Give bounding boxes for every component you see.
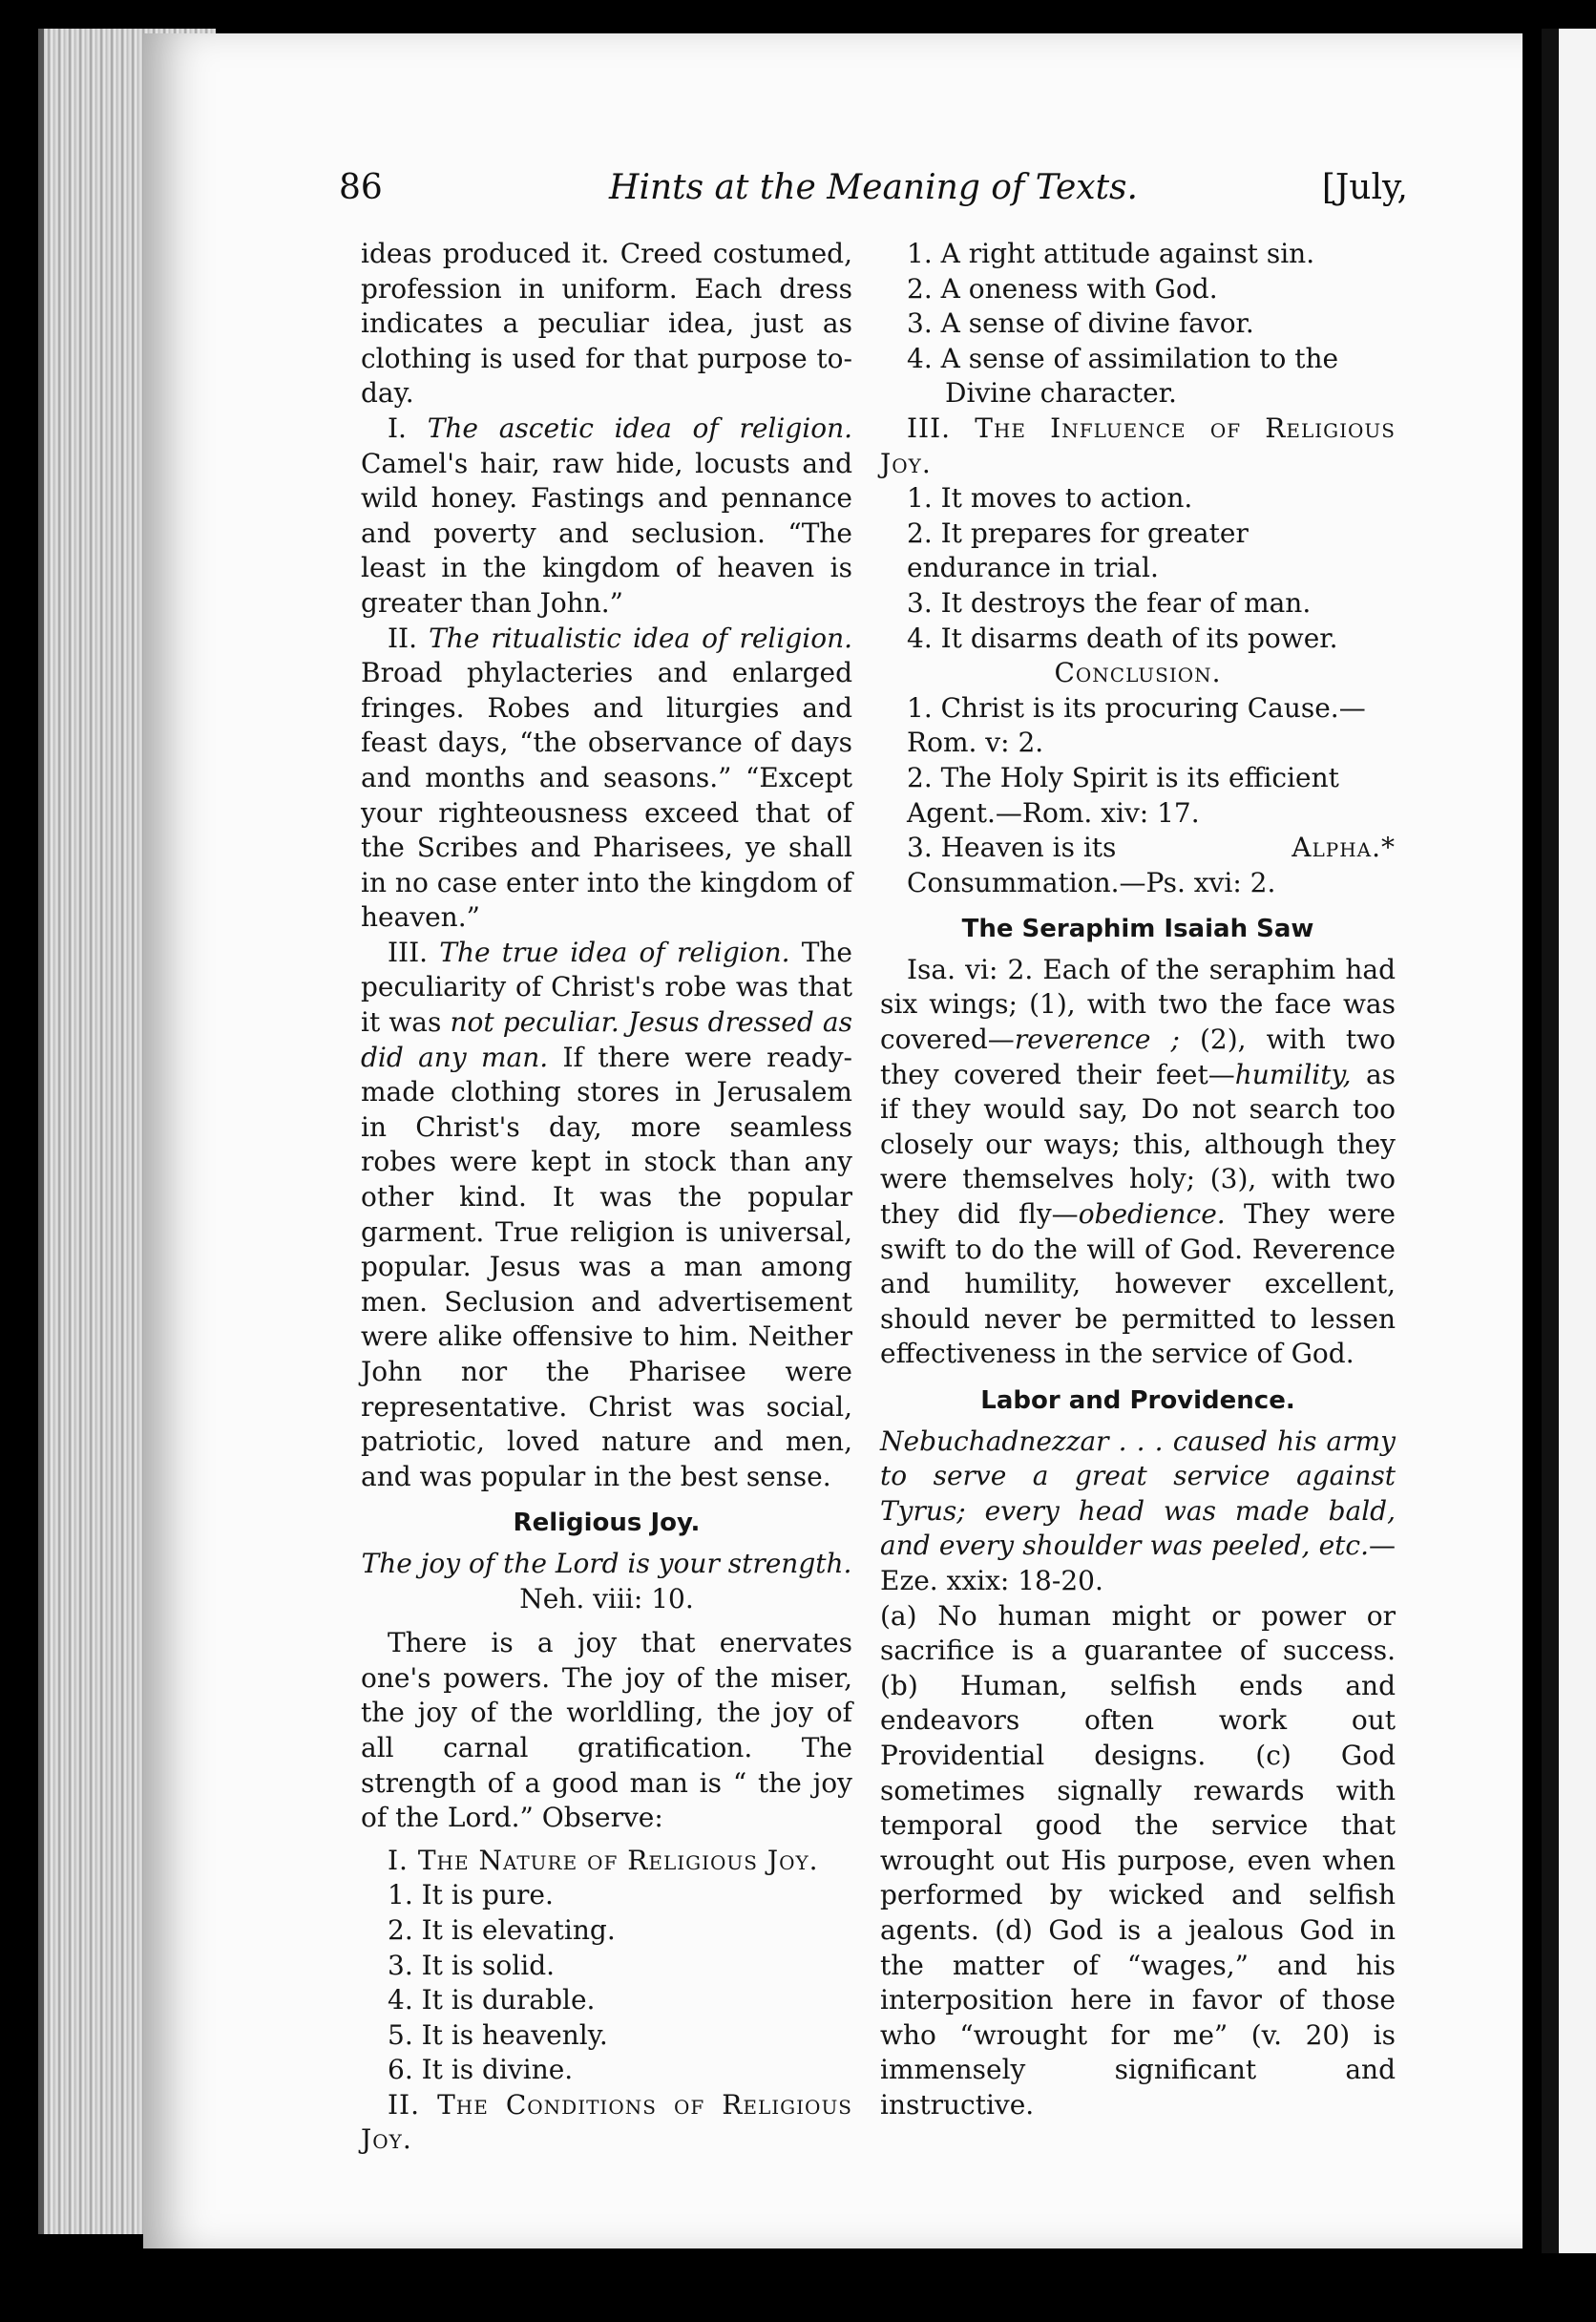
true-idea-text-d: If there were ready-made clothing stores in Jerusalem in Christ's day, more seamless robes were kept in stock than any other kind. It was the popular garment. True religion is universal, popular. Jesus was a man among men. Seclusion and advertisement were alike offensive to him. Neither John nor the Pharisee were representative. Christ was social, patriotic, loved nature and men, and was popular in the best sense. (361, 1041, 853, 1492)
list-item: 4. It is durable. (388, 1984, 596, 2016)
seraphim-text-g: They were swift to do the will of God. Reverence and humility, however excellent, should never be permitted to lessen effectiveness in the service of God. (880, 1198, 1396, 1370)
list-item: 2. It is elevating. (388, 1913, 616, 1946)
list-item: 4. It disarms death of its power. (907, 622, 1338, 654)
emphasis-obedience: obedience. (1078, 1198, 1226, 1231)
list-item: 3. A sense of divine favor. (907, 307, 1254, 340)
list-item: 2. It prepares for greater endurance in trial. (907, 517, 1249, 584)
religious-joy-heading: Religious Joy. (513, 1509, 701, 1538)
conditions-list (880, 237, 1396, 412)
ascetic-paragraph (361, 412, 852, 622)
list-item: 3. It is solid. (388, 1949, 556, 1981)
conclusion-list (880, 691, 1396, 901)
labor-heading: Labor and Providence. (980, 1386, 1295, 1415)
list-item: 1. It moves to action. (907, 482, 1193, 515)
joy-epigraph: The joy of the Lord is your strength. (361, 1547, 852, 1579)
nature-list (361, 1878, 852, 2088)
numeral: III. (388, 936, 429, 968)
list-item: 3. Heaven is its Consummation.—Ps. xvi: 2. (907, 832, 1276, 898)
true-idea-title: The true idea of religion. (439, 936, 790, 968)
emphasis-reverence: reverence ; (1014, 1024, 1180, 1056)
conditions-heading: II. The Conditions of Religious Joy. (361, 2088, 852, 2156)
true-idea-paragraph (361, 936, 852, 1495)
true-idea-emphasis-b: not peculiar. (450, 1006, 620, 1039)
numeral: I. (388, 412, 407, 444)
list-item: 5. It is heavenly. (388, 2018, 608, 2051)
ritualistic-text: Broad phylacteries and enlarged fringes. Robes and liturgies and feast days, “the observance of days and months and seasons.” “Except your righteousness exceed that of the Scribes and Pharisees, ye shall in no case enter into the kingdom of heaven.” (361, 657, 852, 934)
influence-heading: III. The Influence of Religious Joy. (880, 412, 1396, 479)
labor-paragraph: (a) No human might or power or sacrifice is a guarantee of success. (b) Human, selfish ends and endeavors often work out Providential designs. (c) God sometimes signally rewards with temporal good the service that wrought out His purpose, even when performed by wicked and selfish agents. (d) God is a jealous God in the matter of “wages,” and his interposition here in favor of those who “wrought for me” (v. 20) is immensely significant and instructive. (880, 1599, 1396, 2121)
right-column (880, 237, 1396, 2122)
header-month: [July, (1321, 168, 1408, 207)
running-title: Hints at the Meaning of Texts. (609, 168, 1138, 207)
list-item: 1. A right attitude against sin. (907, 238, 1315, 269)
list-item: 1. Christ is its procuring Cause.—Rom. v: 2. (907, 691, 1366, 759)
numeral: II. (388, 622, 418, 654)
facing-page-edge (1542, 29, 1596, 2253)
page-number: 86 (339, 168, 383, 207)
influence-list (880, 481, 1396, 656)
seraphim-paragraph (880, 953, 1396, 1372)
ritualistic-paragraph (361, 622, 852, 936)
list-item: 2. The Holy Spirit is its efficient Agent.—Rom. xiv: 17. (907, 761, 1339, 829)
seraphim-text-a: Isa. vi: 2. Each of the seraphim had six wings; (1), with two the face was covered— (880, 953, 1396, 1056)
labor-quote: Nebuchadnezzar . . . caused his army to serve a great service against Tyrus; every head was made bald, and every shoulder was peeled, etc. (880, 1425, 1396, 1562)
seraphim-text-e: as if they would say, Do not search too closely our ways; this, although they were themselves holy; (3), with two they did fly— (880, 1058, 1396, 1231)
seraphim-text-c: (2), with two they covered their feet— (880, 1024, 1396, 1090)
true-idea-text-a: The peculiarity of Christ's robe was that it was (361, 936, 852, 1039)
ritualistic-title: The ritualistic idea of religion. (429, 622, 852, 654)
labor-quote-paragraph (880, 1425, 1396, 1599)
true-idea-emphasis-c: Jesus dressed as did any man. (361, 1006, 852, 1073)
list-item: 6. It is divine. (388, 2054, 574, 2086)
joy-reference: Neh. viii: 10. (519, 1582, 694, 1615)
intro-paragraph: ideas produced it. Creed costumed, profession in uniform. Each dress indicates a peculiar idea, just as clothing is used for that purpose to-day. (361, 238, 852, 410)
ascetic-title: The ascetic idea of religion. (427, 412, 852, 444)
joy-intro: There is a joy that enervates one's powers. The joy of the miser, the joy of the worldling, the joy of all carnal gratification. The strength of a good man is “ the joy of the Lord.” Observe: (361, 1627, 852, 1834)
list-item: 2. A oneness with God. (907, 272, 1218, 305)
author-signature: Alpha.* (1292, 832, 1396, 864)
labor-reference: —Eze. xxix: 18-20. (880, 1530, 1396, 1596)
ascetic-text: Camel's hair, raw hide, locusts and wild honey. Fastings and pennance and poverty and seclusion. “The least in the kingdom of heaven is greater than John.” (361, 447, 852, 619)
left-column (361, 237, 852, 2158)
list-item: 1. It is pure. (388, 1879, 554, 1911)
page-header (339, 168, 1408, 225)
list-item: 4. A sense of assimilation to the Divine character. (907, 342, 1339, 410)
conclusion-heading: Conclusion. (1054, 657, 1222, 689)
emphasis-humility: humility, (1234, 1058, 1352, 1090)
seraphim-heading: The Seraphim Isaiah Saw (961, 915, 1314, 944)
list-item-with-signature (907, 831, 1396, 900)
nature-heading: I. The Nature of Religious Joy. (388, 1844, 819, 1876)
list-item: 3. It destroys the fear of man. (907, 586, 1312, 619)
